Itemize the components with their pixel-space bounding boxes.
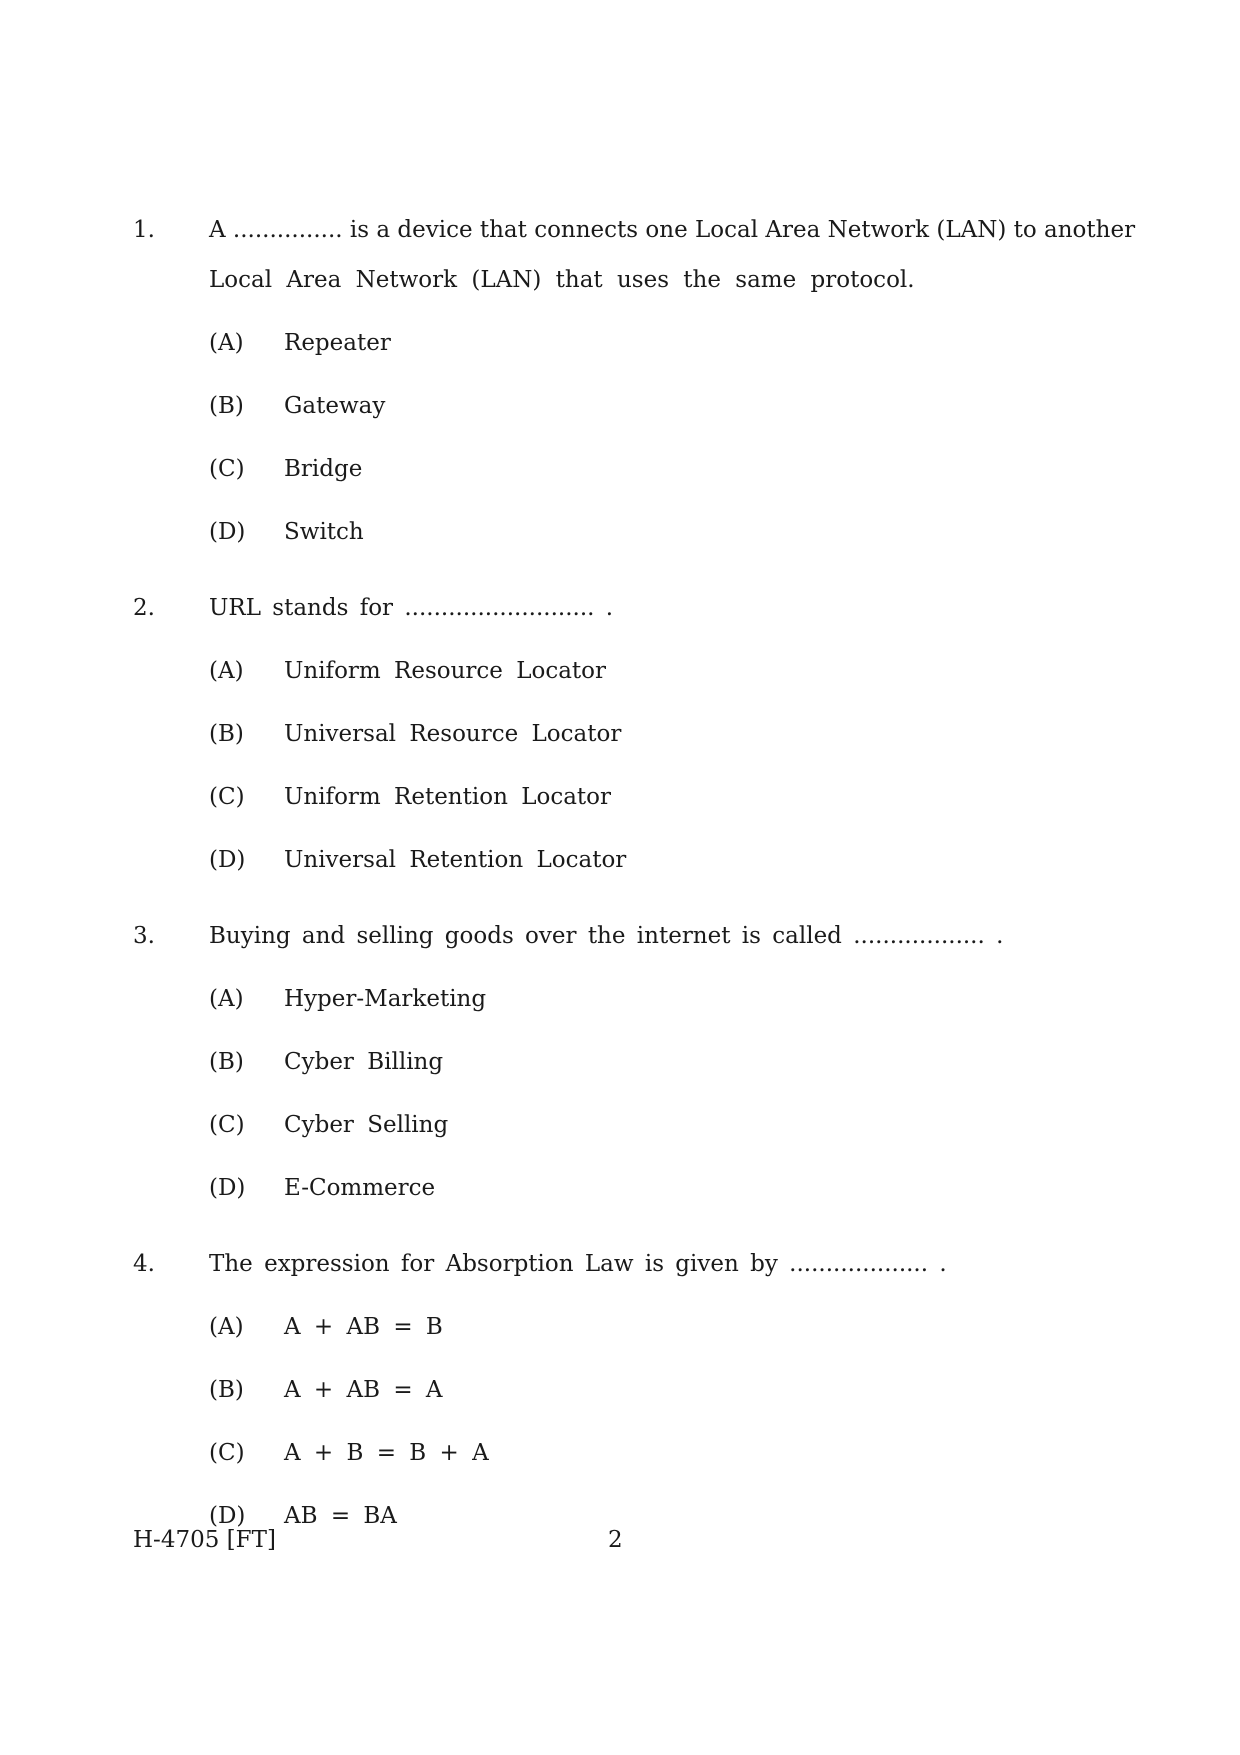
option-text: A + AB = B	[284, 1314, 443, 1340]
option-a[interactable]	[209, 1302, 1133, 1365]
question-1	[133, 205, 1136, 570]
option-text: Cyber Selling	[284, 1112, 449, 1138]
option-letter: (C)	[209, 456, 245, 482]
option-text: Cyber Billing	[284, 1049, 444, 1075]
option-letter: (B)	[209, 1377, 244, 1403]
question-text	[209, 911, 1133, 961]
option-d[interactable]	[209, 1491, 1133, 1554]
option-letter: (B)	[209, 721, 244, 747]
question-number: 4.	[133, 1251, 155, 1277]
question-text-line-1: Buying and selling goods over the internet is called .................. .	[209, 923, 1004, 949]
option-a[interactable]	[209, 974, 1133, 1037]
page-number: 2	[608, 1527, 623, 1553]
option-letter: (D)	[209, 1175, 246, 1201]
question-number: 1.	[133, 217, 155, 243]
option-text: Universal Resource Locator	[284, 721, 622, 747]
option-c[interactable]	[209, 444, 1133, 507]
option-letter: (D)	[209, 1503, 246, 1529]
question-text-line-2: Local Area Network (LAN) that uses the same protocol.	[209, 267, 915, 293]
question-text-line-1: The expression for Absorption Law is given by ................... .	[209, 1251, 947, 1277]
option-list	[209, 1302, 1133, 1554]
question-number: 3.	[133, 923, 155, 949]
question-2	[133, 583, 1133, 898]
option-text: Gateway	[284, 393, 386, 419]
question-text	[209, 1239, 1133, 1289]
option-letter: (B)	[209, 393, 244, 419]
option-list	[209, 646, 1133, 898]
option-letter: (A)	[209, 1314, 244, 1340]
option-letter: (D)	[209, 519, 246, 545]
question-number: 2.	[133, 595, 155, 621]
option-letter: (A)	[209, 658, 244, 684]
question-text	[209, 205, 1135, 305]
option-text: Uniform Resource Locator	[284, 658, 607, 684]
option-letter: (D)	[209, 847, 246, 873]
option-letter: (B)	[209, 1049, 244, 1075]
option-a[interactable]	[209, 318, 1133, 381]
option-letter: (A)	[209, 986, 244, 1012]
option-letter: (A)	[209, 330, 244, 356]
option-b[interactable]	[209, 1365, 1133, 1428]
option-letter: (C)	[209, 1112, 245, 1138]
question-text-line-1: A ............... is a device that connects one Local Area Network (LAN) to another	[209, 217, 1136, 243]
option-text: Hyper-Marketing	[284, 986, 487, 1012]
option-text: Bridge	[284, 456, 363, 482]
option-text: Universal Retention Locator	[284, 847, 627, 873]
option-text: Uniform Retention Locator	[284, 784, 611, 810]
option-b[interactable]	[209, 709, 1133, 772]
option-c[interactable]	[209, 1100, 1133, 1163]
option-c[interactable]	[209, 772, 1133, 835]
question-3	[133, 911, 1133, 1226]
question-stem	[133, 911, 1133, 961]
option-letter: (C)	[209, 1440, 245, 1466]
option-text: AB = BA	[284, 1503, 397, 1529]
option-c[interactable]	[209, 1428, 1133, 1491]
question-stem	[133, 205, 1136, 305]
option-d[interactable]	[209, 835, 1133, 898]
option-d[interactable]	[209, 507, 1133, 570]
question-4	[133, 1239, 1133, 1554]
option-text: Repeater	[284, 330, 391, 356]
question-text-line-1: URL stands for .......................... .	[209, 595, 614, 621]
paper-code: H-4705 [FT]	[133, 1527, 276, 1553]
question-text	[209, 583, 1133, 633]
option-letter: (C)	[209, 784, 245, 810]
question-stem	[133, 583, 1133, 633]
question-list	[133, 205, 1136, 1567]
option-text: A + AB = A	[284, 1377, 443, 1403]
question-stem	[133, 1239, 1133, 1289]
option-text: A + B = B + A	[284, 1440, 489, 1466]
option-b[interactable]	[209, 381, 1133, 444]
option-text: Switch	[284, 519, 364, 545]
option-b[interactable]	[209, 1037, 1133, 1100]
option-list	[209, 974, 1133, 1226]
option-text: E-Commerce	[284, 1175, 436, 1201]
option-list	[209, 318, 1133, 570]
option-a[interactable]	[209, 646, 1133, 709]
option-d[interactable]	[209, 1163, 1133, 1226]
